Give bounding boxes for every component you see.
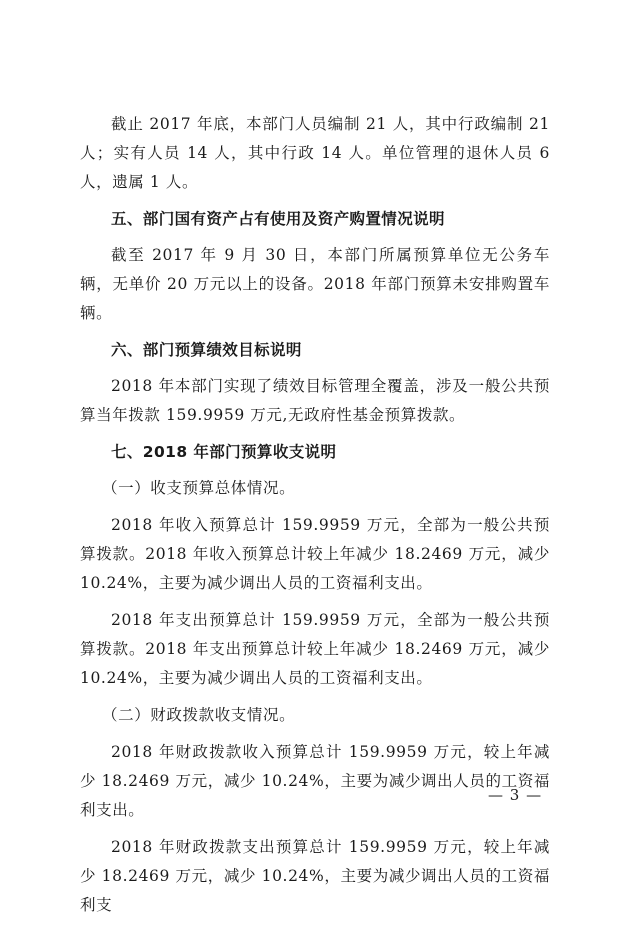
subsection-1-heading: （一）收支预算总体情况。 — [102, 479, 296, 497]
expenditure-budget-paragraph: 2018 年支出预算总计 159.9959 万元，全部为一般公共预算拨款。2018 年支出预算总计较上年减少 18.2469 万元，减少 10.24%，主要为减少调出人员的工资福利支出。 — [80, 611, 550, 687]
section-6-heading: 六、部门预算绩效目标说明 — [111, 341, 302, 359]
assets-paragraph: 截至 2017 年 9 月 30 日，本部门所属预算单位无公务车辆，无单价 20 万元以上的设备。2018 年部门预算未安排购置车辆。 — [80, 246, 550, 322]
performance-paragraph: 2018 年本部门实现了绩效目标管理全覆盖，涉及一般公共预算当年拨款 159.9959 万元,无政府性基金预算拨款。 — [80, 377, 550, 424]
subsection-2-heading: （二）财政拨款收支情况。 — [102, 706, 296, 724]
revenue-budget-paragraph: 2018 年收入预算总计 159.9959 万元，全部为一般公共预算拨款。2018 年收入预算总计较上年减少 18.2469 万元，减少 10.24%，主要为减少调出人员的工资福利支出。 — [80, 516, 550, 592]
fiscal-expenditure-paragraph: 2018 年财政拨款支出预算总计 159.9959 万元，较上年减少 18.2469 万元，减少 10.24%，主要为减少调出人员的工资福利支 — [80, 838, 550, 914]
fiscal-revenue-paragraph: 2018 年财政拨款收入预算总计 159.9959 万元，较上年减少 18.2469 万元，减少 10.24%，主要为减少调出人员的工资福利支出。 — [80, 743, 550, 819]
page-content — [80, 110, 550, 928]
section-5-heading: 五、部门国有资产占有使用及资产购置情况说明 — [111, 210, 445, 228]
staffing-paragraph: 截止 2017 年底，本部门人员编制 21 人，其中行政编制 21 人；实有人员 14 人，其中行政 14 人。单位管理的退休人员 6 人，遗属 1 人。 — [80, 115, 550, 191]
page-number: — 3 — — [488, 786, 543, 804]
section-7-heading: 七、2018 年部门预算收支说明 — [111, 443, 337, 461]
